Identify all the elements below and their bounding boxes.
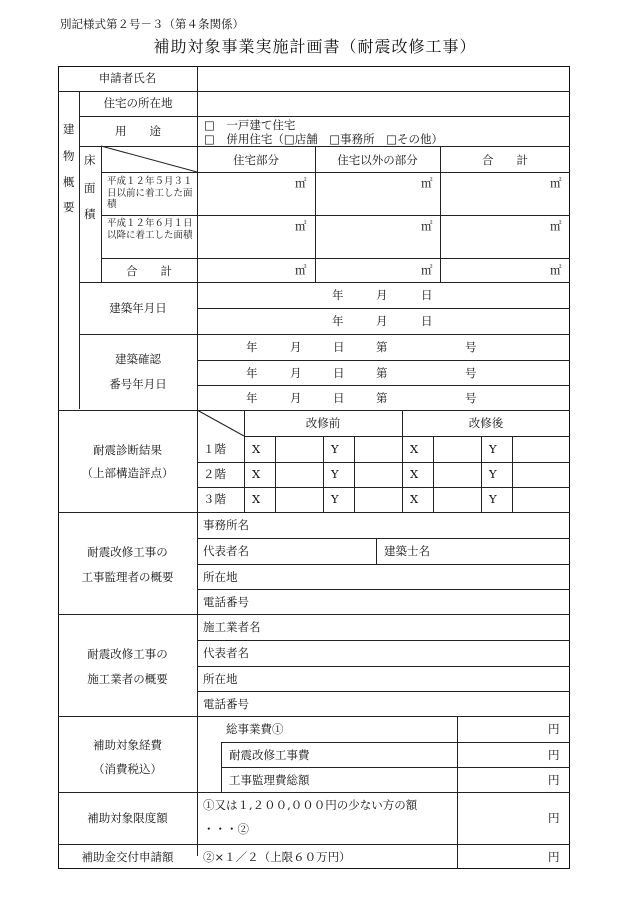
unit-m2: ㎡ <box>550 176 562 190</box>
limit-label: 補助対象限度額 <box>87 811 168 825</box>
unit-m2: ㎡ <box>295 263 307 277</box>
day-label: 日 <box>333 366 345 380</box>
x-label: X <box>410 492 419 506</box>
number-suffix-label: 号 <box>465 391 477 405</box>
yen-unit: 円 <box>548 722 560 736</box>
unit-m2: ㎡ <box>421 176 433 190</box>
year-label: 年 <box>332 314 344 328</box>
x-label: X <box>252 467 261 481</box>
supervision-cost-label: 工事監理費総額 <box>229 773 310 787</box>
unit-m2: ㎡ <box>295 176 307 190</box>
use-label: 用 途 <box>115 124 161 138</box>
contractor-rep-label: 代表者名 <box>203 646 249 660</box>
confirm-label-1: 建築確認 <box>115 352 161 366</box>
office-name-label: 事務所名 <box>203 518 249 532</box>
confirm-label-2: 番号年月日 <box>109 377 167 391</box>
use-option-detached[interactable]: □ 一戸建て住宅 <box>204 118 296 132</box>
contractor-label-2: 施工業者の概要 <box>87 672 168 686</box>
row-after-h12: 平成１２年６月１日以降に着工した面積 <box>107 218 193 241</box>
number-prefix-label: 第 <box>376 340 388 354</box>
x-label: X <box>410 467 419 481</box>
year-label: 年 <box>332 288 344 302</box>
supervisor-address-label: 所在地 <box>203 570 238 584</box>
building-label-4: 要 <box>63 200 75 214</box>
diagnosis-label-2: （上部構造評点） <box>81 466 174 480</box>
x-label: X <box>252 442 261 456</box>
supervisor-label-2: 工事監理者の概要 <box>81 570 174 584</box>
building-label-2: 物 <box>63 149 75 163</box>
month-label: 月 <box>290 391 302 405</box>
yen-unit: 円 <box>548 773 560 787</box>
form-header: 別記様式第２号－３（第４条関係） <box>60 17 244 31</box>
limit-line-2: ・・・② <box>203 822 249 836</box>
supervisor-rep-label: 代表者名 <box>203 544 249 558</box>
y-label: Y <box>489 467 497 481</box>
applicant-name-field[interactable] <box>198 67 569 90</box>
unit-m2: ㎡ <box>550 263 562 277</box>
floor-2-label: ２階 <box>203 467 226 481</box>
supervisor-label-1: 耐震改修工事の <box>87 545 168 559</box>
after-header: 改修後 <box>468 416 504 430</box>
month-label: 月 <box>290 340 302 354</box>
floor-label-1: 床 <box>84 153 96 167</box>
yen-unit: 円 <box>548 811 560 825</box>
page-title: 補助対象事業実施計画書（耐震改修工事） <box>153 37 477 56</box>
contractor-label-1: 耐震改修工事の <box>87 647 168 661</box>
col-non-residential: 住宅以外の部分 <box>337 153 418 167</box>
built-date-label: 建築年月日 <box>109 301 167 315</box>
unit-m2: ㎡ <box>421 219 433 233</box>
building-label-1: 建 <box>63 122 75 136</box>
total-cost-label: 総事業費① <box>226 722 284 736</box>
applicant-name-label: 申請者氏名 <box>98 71 157 85</box>
diagnosis-label-1: 耐震診断結果 <box>93 443 162 457</box>
limit-line-1: ①又は１,２００,０００円の少ない方の額 <box>203 798 418 812</box>
number-suffix-label: 号 <box>465 366 477 380</box>
x-label: X <box>252 492 261 506</box>
year-label: 年 <box>246 366 258 380</box>
unit-m2: ㎡ <box>550 219 562 233</box>
month-label: 月 <box>376 288 388 302</box>
floor-label-3: 積 <box>84 207 96 221</box>
row-before-h12: 平成１２年５月３１日以前に着工した面積 <box>107 176 193 210</box>
request-formula: ②×１／２（上限６０万円） <box>203 850 351 864</box>
cost-label-2: （消費税込） <box>93 762 162 776</box>
day-label: 日 <box>333 340 345 354</box>
location-label: 住宅の所在地 <box>103 96 173 110</box>
y-label: Y <box>331 467 339 481</box>
location-field[interactable] <box>198 92 569 115</box>
col-residential: 住宅部分 <box>233 153 279 167</box>
use-option-mixed[interactable]: □ 併用住宅（□店舗 □事務所 □その他） <box>204 132 443 146</box>
y-label: Y <box>331 492 339 506</box>
construction-cost-label: 耐震改修工事費 <box>229 748 310 762</box>
contractor-address-label: 所在地 <box>203 672 238 686</box>
day-label: 日 <box>333 391 345 405</box>
y-label: Y <box>489 442 497 456</box>
y-label: Y <box>489 492 497 506</box>
floor-1-label: １階 <box>203 442 226 456</box>
number-suffix-label: 号 <box>465 340 477 354</box>
contractor-name-label: 施工業者名 <box>203 620 261 634</box>
contractor-phone-label: 電話番号 <box>203 697 249 711</box>
request-label: 補助金交付申請額 <box>81 850 174 864</box>
number-prefix-label: 第 <box>376 391 388 405</box>
month-label: 月 <box>290 366 302 380</box>
day-label: 日 <box>421 314 433 328</box>
supervisor-phone-label: 電話番号 <box>203 595 249 609</box>
cost-label-1: 補助対象経費 <box>93 738 162 752</box>
col-total: 合 計 <box>482 153 528 167</box>
unit-m2: ㎡ <box>421 263 433 277</box>
yen-unit: 円 <box>548 850 560 864</box>
building-label-3: 概 <box>63 175 75 189</box>
yen-unit: 円 <box>548 748 560 762</box>
floor-3-label: ３階 <box>203 492 226 506</box>
x-label: X <box>410 442 419 456</box>
architect-name-label: 建築士名 <box>384 544 430 558</box>
row-total-label: 合 計 <box>126 264 172 278</box>
year-label: 年 <box>246 340 258 354</box>
number-prefix-label: 第 <box>376 366 388 380</box>
day-label: 日 <box>421 288 433 302</box>
year-label: 年 <box>246 391 258 405</box>
month-label: 月 <box>376 314 388 328</box>
before-header: 改修前 <box>305 416 341 430</box>
unit-m2: ㎡ <box>295 219 307 233</box>
y-label: Y <box>331 442 339 456</box>
floor-label-2: 面 <box>84 181 96 195</box>
